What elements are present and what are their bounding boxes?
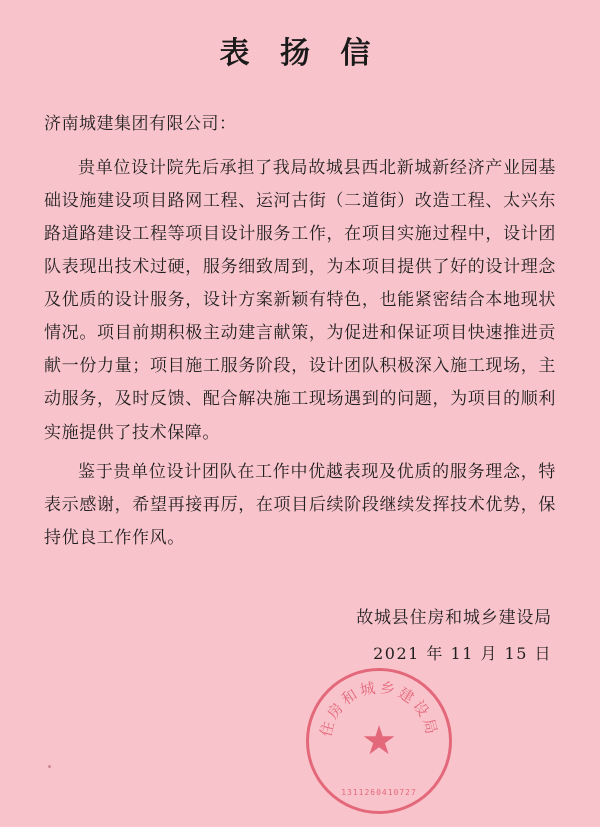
paragraph-1: 贵单位设计院先后承担了我局故城县西北新城新经济产业园基础设施建设项目路网工程、运河古街（二道街）改造工程、太兴东路道路建设工程等项目设计服务工作，在项目实施过程中，设计团队表现出技术过硬，服务细致周到，为本项目提供了好的设计理念及优质的设计服务，设计方案新颖有特色，也能紧密结合本地现状情况。项目前期积极主动建言献策，为促进和保证项目快速推进贡献一份力量；项目施工服务阶段，设计团队积极深入施工现场，主动服务，及时反馈、配合解决施工现场遇到的问题，为项目的顺利实施提供了技术保障。: [44, 157, 556, 443]
svg-text:住房和城乡建设局: 住房和城乡建设局: [316, 678, 442, 739]
official-seal-stamp: [306, 668, 452, 814]
signature-organization: 故城县住房和城乡建设局: [356, 608, 552, 629]
seal-code: 1311260410727: [341, 788, 417, 797]
seal-top-text: [309, 671, 449, 811]
letter-body: [0, 112, 600, 555]
seal-star-icon: ★: [361, 718, 397, 764]
paragraph-2: 鉴于贵单位设计团队在工作中优越表现及优质的服务理念，特表示感谢，希望再接再厉，在项目后续阶段继续发挥技术优势，保持优良工作作风。: [44, 461, 556, 549]
seal-ring: [309, 671, 449, 811]
page-title: 表 扬 信: [219, 36, 381, 71]
signature-block: [0, 601, 600, 670]
letter-page: [0, 28, 600, 827]
salutation: 济南城建集团有限公司：: [44, 114, 237, 134]
page-mark: [48, 765, 51, 768]
signature-date: 2021 年 11 月 15 日: [373, 643, 552, 663]
